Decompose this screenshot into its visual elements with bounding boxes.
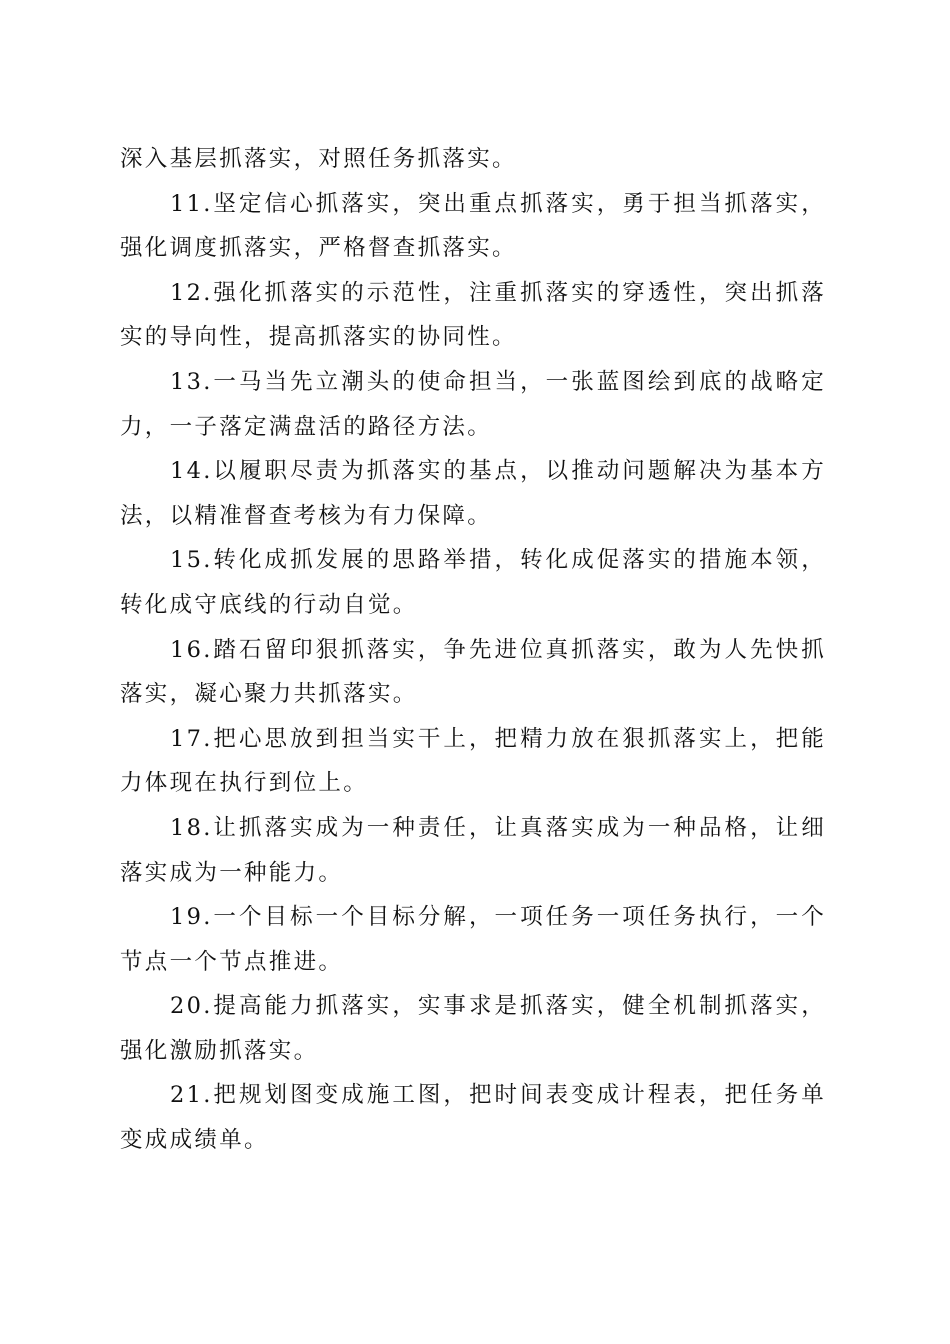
list-item-21: 21.把规划图变成施工图，把时间表变成计程表，把任务单变成成绩单。 xyxy=(120,1082,826,1154)
list-item-16: 16.踏石留印狠抓落实，争先进位真抓落实，敢为人先快抓落实，凝心聚力共抓落实。 xyxy=(120,636,826,708)
document-body xyxy=(120,137,826,1163)
list-item-12: 12.强化抓落实的示范性，注重抓落实的穿透性，突出抓落实的导向性，提高抓落实的协同性。 xyxy=(120,279,826,351)
list-item-13: 13.一马当先立潮头的使命担当，一张蓝图绘到底的战略定力，一子落定满盘活的路径方法。 xyxy=(120,368,826,440)
list-item-17: 17.把心思放到担当实干上，把精力放在狠抓落实上，把能力体现在执行到位上。 xyxy=(120,725,826,797)
list-item-11: 11.坚定信心抓落实，突出重点抓落实，勇于担当抓落实，强化调度抓落实，严格督查抓落实。 xyxy=(120,190,826,262)
list-item-15: 15.转化成抓发展的思路举措，转化成促落实的措施本领，转化成守底线的行动自觉。 xyxy=(120,547,826,618)
list-item-14: 14.以履职尽责为抓落实的基点，以推动问题解决为基本方法，以精准督查考核为有力保障。 xyxy=(120,458,826,529)
list-item-18: 18.让抓落实成为一种责任，让真落实成为一种品格，让细落实成为一种能力。 xyxy=(120,814,826,886)
paragraph-continuation: 深入基层抓落实，对照任务抓落实。 xyxy=(120,146,517,172)
list-item-19: 19.一个目标一个目标分解，一项任务一项任务执行，一个节点一个节点推进。 xyxy=(120,904,826,975)
list-item-20: 20.提高能力抓落实，实事求是抓落实，健全机制抓落实，强化激励抓落实。 xyxy=(120,993,826,1064)
